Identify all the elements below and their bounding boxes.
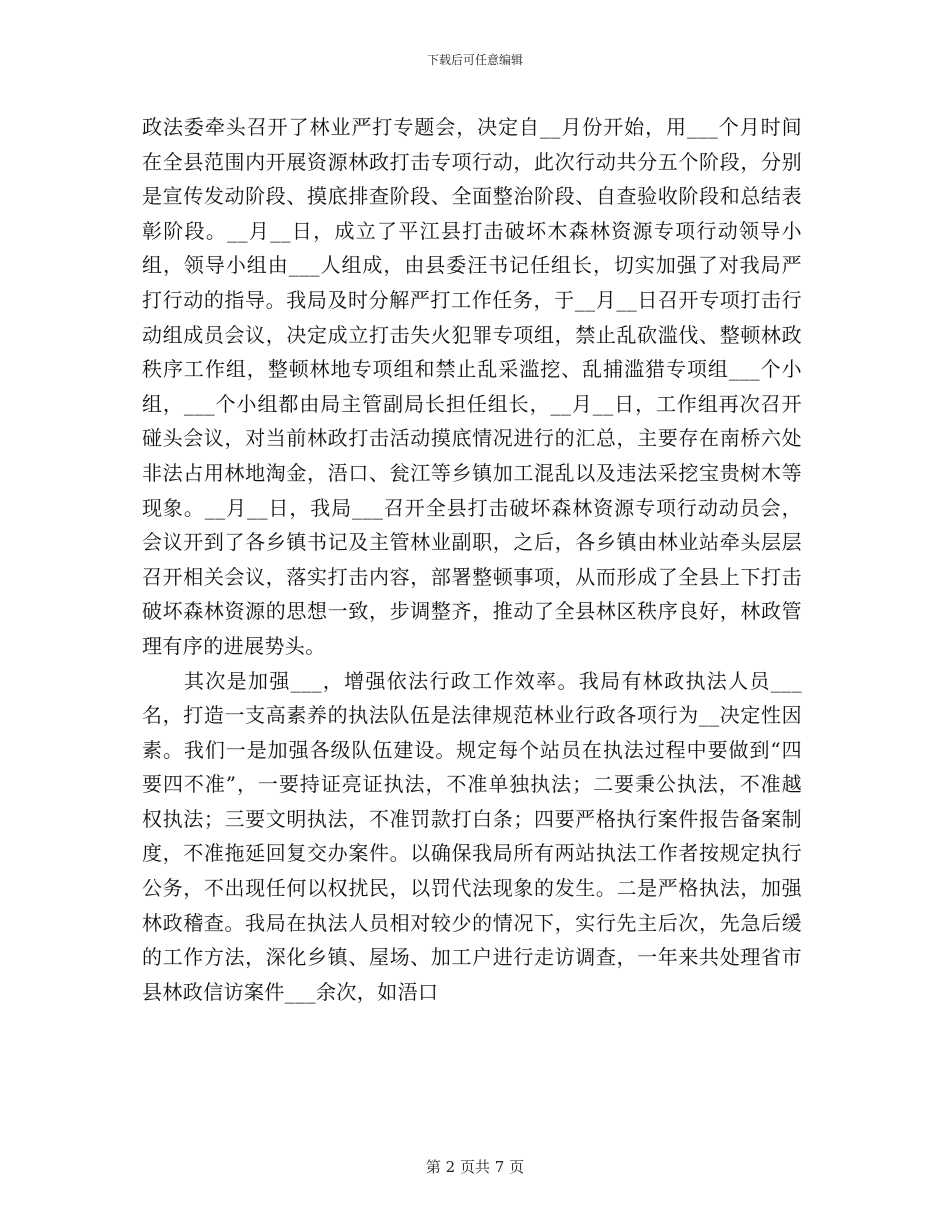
page-footer (0, 1157, 950, 1177)
document-body (142, 110, 802, 1009)
page-number: 第 2 页共 7 页 (425, 1158, 525, 1176)
paragraph-2: 其次是加强___，增强依法行政工作效率。我局有林政执法人员___名，打造一支高素养的执法队伍是法律规范林业行政各项行为__决定性因素。我们一是加强各级队伍建设。规定每个站员在执法过程中要做到“四要四不准”，一要持证亮证执法，不准单独执法；二要秉公执法，不准越权执法；三要文明执法，不准罚款打白条；四要严格执行案件报告备案制度，不准拖延回复交办案件。以确保我局所有两站执法工作者按规定执行公务，不出现任何以权扰民，以罚代法现象的发生。二是严格执法，加强林政稽查。我局在执法人员相对较少的情况下，实行先主后次，先急后缓的工作方法，深化乡镇、屋场、加工户进行走访调查，一年来共处理省市县林政信访案件___余次，如浯口 (142, 668, 802, 1004)
page-header (0, 52, 950, 68)
header-note: 下载后可任意编辑 (426, 53, 523, 67)
paragraph-1: 政法委牵头召开了林业严打专题会，决定自__月份开始，用___个月时间在全县范围内开展资源林政打击专项行动，此次行动共分五个阶段，分别是宣传发动阶段、摸底排查阶段、全面整治阶段、自查验收阶段和总结表彰阶段。__月__日，成立了平江县打击破坏木森林资源专项行动领导小组，领导小组由___人组成，由县委汪书记任组长，切实加强了对我局严打行动的指导。我局及时分解严打工作任务，于__月__日召开专项打击行动组成员会议，决定成立打击失火犯罪专项组，禁止乱砍滥伐、整顿林政秩序工作组，整顿林地专项组和禁止乱采滥挖、乱捕滥猎专项组___个小组，___个小组都由局主管副局长担任组长，__月__日，工作组再次召开碰头会议，对当前林政打击活动摸底情况进行的汇总，主要存在南桥六处非法占用林地淘金，浯口、瓮江等乡镇加工混乱以及违法采挖宝贵树木等现象。__月__日，我局___召开全县打击破坏森林资源专项行动动员会，会议开到了各乡镇书记及主管林业副职，之后，各乡镇由林业站牵头层层召开相关会议，落实打击内容，部署整顿事项，从而形成了全县上下打击破坏森林资源的思想一致，步调整齐，推动了全县林区秩序良好，林政管理有序的进展势头。 (142, 115, 802, 658)
